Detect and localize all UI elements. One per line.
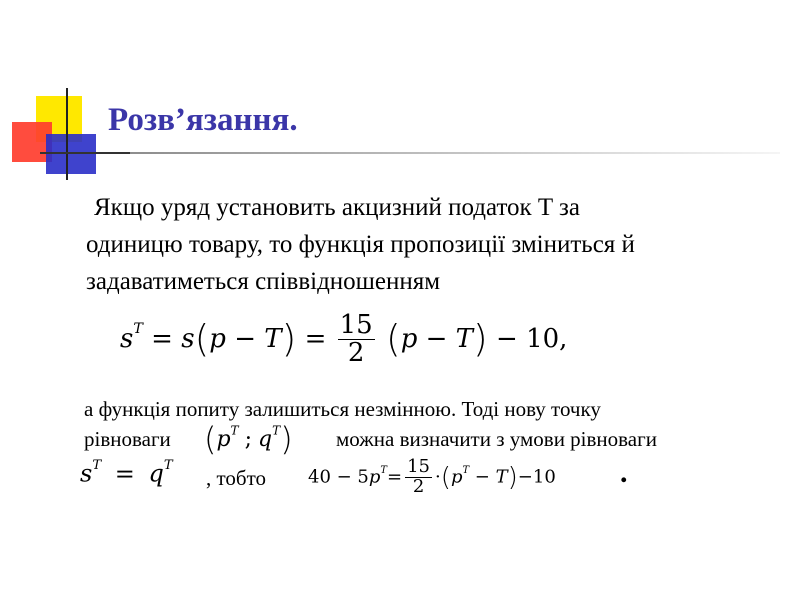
eq-tail: −10 [517, 466, 556, 488]
paren-open: ( [204, 420, 217, 458]
text-tobto: , тобто [206, 466, 266, 490]
fraction-15-2-small [405, 458, 432, 497]
cond-q: q [148, 459, 164, 488]
formula-tail: − 10, [496, 323, 568, 354]
text-line-b-end: можна визначити з умови рівноваги [336, 427, 657, 451]
paren-open: ( [386, 316, 401, 361]
title-underline [130, 152, 780, 154]
formula-arg: p − T [400, 323, 474, 354]
eq-inner-p: p [450, 466, 463, 488]
cond-eq: = [114, 459, 135, 488]
intro-paragraph [86, 189, 776, 300]
text-line-b-start: рівноваги [84, 427, 171, 451]
cond-q-sup: T [163, 458, 173, 473]
supply-formula [120, 312, 567, 368]
formula-eq: = [304, 323, 327, 354]
fraction-numerator: 15 [339, 310, 373, 340]
cond-s-sup: T [92, 458, 102, 473]
eq-p: p [368, 466, 381, 488]
fraction-15-2 [338, 312, 375, 368]
equilibrium-equation-formula [308, 458, 556, 497]
point-sep: ; [244, 427, 253, 453]
paren-close: ) [280, 420, 293, 458]
text-line-a: а функція попиту залишиться незмінною. Тоді нову точку [84, 397, 601, 421]
eq-dot: · [435, 466, 441, 488]
fraction-denominator: 2 [412, 475, 425, 497]
eq-inner-sup: T [462, 465, 470, 476]
equilibrium-condition-formula [80, 458, 173, 488]
cond-s: s [80, 459, 93, 488]
slide-title: Розв’язання. [108, 102, 298, 138]
point-p-sup: T [230, 423, 239, 438]
final-period: . [620, 456, 628, 489]
formula-s: s [120, 323, 134, 354]
eq-sign: = [387, 466, 403, 488]
eq-p-sup: T [380, 465, 388, 476]
point-p: p [216, 427, 231, 453]
formula-s-sup: T [133, 321, 143, 338]
formula-eq: = [151, 323, 173, 354]
equilibrium-point-formula [204, 420, 293, 458]
decor-vertical-line [66, 88, 68, 180]
point-q: q [258, 427, 273, 453]
paren-close: ) [281, 316, 297, 361]
paren-close: ) [473, 316, 488, 361]
paragraph-line-3: задаватиметься співвідношенням [86, 268, 441, 295]
point-q-sup: T [272, 423, 281, 438]
eq-inner-rest: − T [469, 466, 508, 488]
formula-arg: p − T [209, 323, 282, 354]
formula-s-fn: s [181, 323, 195, 354]
paragraph-line-2: одиницю товару, то функція пропозиції зміниться й [86, 231, 635, 258]
paren-close: ) [507, 462, 518, 493]
paren-open: ( [440, 462, 451, 493]
eq-left: 40 − 5 [308, 466, 369, 488]
fraction-denominator: 2 [347, 338, 365, 369]
fraction-numerator: 15 [407, 456, 431, 477]
decor-horizontal-line [40, 152, 130, 154]
paragraph-line-1: Якщо уряд установить акцизний податок T за [94, 194, 580, 221]
paren-open: ( [194, 316, 210, 361]
decor-blue-square [46, 134, 96, 174]
